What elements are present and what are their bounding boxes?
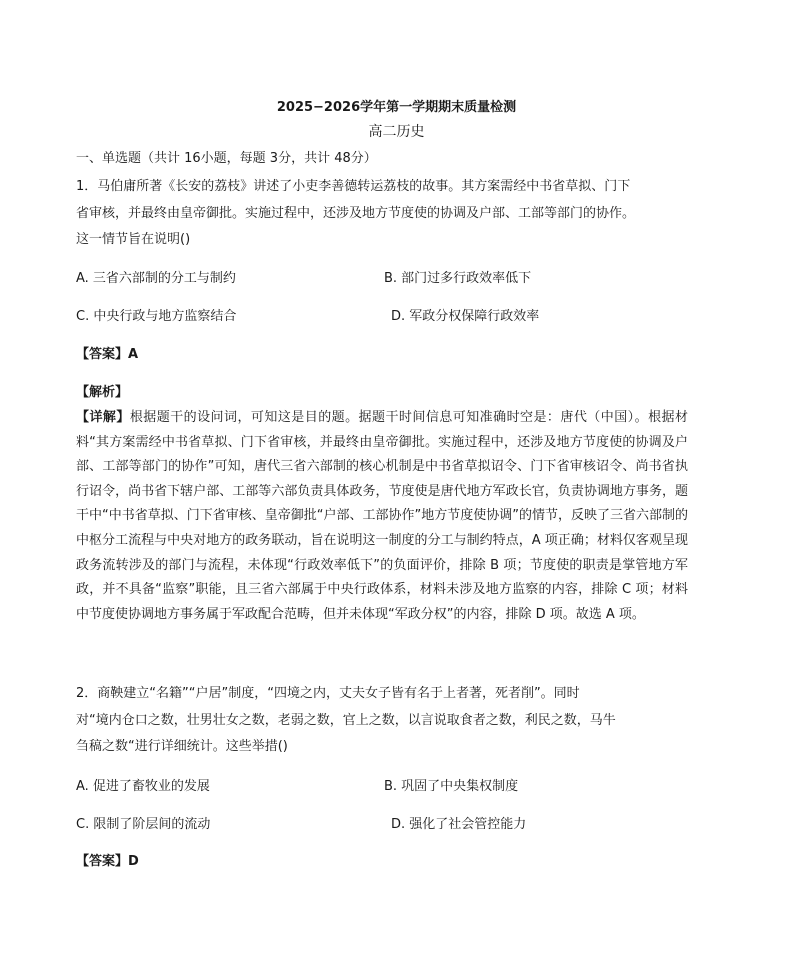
q2-option-a: A. 促进了畜牧业的发展 — [76, 779, 210, 794]
detail-label: 【详解】 — [76, 410, 130, 425]
q1-answer — [76, 346, 138, 364]
q2-option-d: D. 强化了社会管控能力 — [391, 817, 527, 832]
answer-value: D — [128, 854, 139, 869]
q2-stem-line-2: 对“境内仓口之数，壮男壮女之数，老弱之数，官上之数，以言说取食者之数，利民之数，马牛 — [76, 713, 616, 728]
q1-option-a: A. 三省六部制的分工与制约 — [76, 271, 236, 286]
q1-stem-line-3: 这一情节旨在说明() — [76, 232, 191, 247]
answer-label: 【答案】 — [76, 854, 129, 869]
q2-answer — [76, 853, 139, 871]
detail-text: 根据题干的设问词，可知这是目的题。据题干时间信息可知准确时空是：唐代（中国）。根据材料“其方案需经中书省草拟、门下省审核，并最终由皇帝御批。实施过程中，还涉及地方节度使的协调及户部、工部等部门的协作”可知，唐代三省六部制的核心机制是中书省草拟诏令、门下省审核诏令、尚书省执行诏令，尚书省下辖户部、工部等六部负责具体政务，节度使是唐代地方军政长官，负责协调地方事务，题干中“中书省草拟、门下省审核、皇帝御批“户部、工部协作”地方节度使协调”的情节，反映了三省六部制的中枢分工流程与中央对地方的政务联动，旨在说明这一制度的分工与制约特点，A 项正确；材料仅客观呈现政务流转涉及的部门与流程，未体现“行政效率低下”的负面评价，排除 B 项；节度使的职责是掌管地方军政，并不具备“监察”职能，且三省六部属于中央行政体系，材料未涉及地方监察的内容，排除 C 项；材料中节度使协调地方事务属于军政配合范畴，但并未体现“军政分权”的内容，排除 D 项。故选 A 项。 — [76, 410, 688, 622]
q1-analysis-label: 【解析】 — [76, 385, 129, 400]
q1-stem-line-2: 省审核，并最终由皇帝御批。实施过程中，还涉及地方节度使的协调及户部、工部等部门的协作。 — [76, 206, 636, 221]
q1-option-c: C. 中央行政与地方监察结合 — [76, 309, 237, 324]
q2-option-b: B. 巩固了中央集权制度 — [384, 779, 519, 794]
q1-stem-line-1: 1．马伯庸所著《长安的荔枝》讲述了小吏李善德转运荔枝的故事。其方案需经中书省草拟、门下 — [76, 179, 631, 194]
q2-stem-line-3: 刍稿之数“进行详细统计。这些举措() — [76, 739, 288, 754]
q1-option-d: D. 军政分权保障行政效率 — [391, 309, 540, 324]
q2-stem-line-1: 2．商鞅建立“名籍”“户居”制度，“四境之内，丈夫女子皆有名于上者著，死者削”。同时 — [76, 686, 580, 701]
exam-subject: 高二历史 — [368, 124, 425, 140]
exam-title: 2025−2026学年第一学期期末质量检测 — [276, 100, 517, 115]
q2-option-c: C. 限制了阶层间的流动 — [76, 817, 211, 832]
answer-value: A — [128, 347, 139, 362]
answer-label: 【答案】 — [76, 347, 129, 362]
q1-option-b: B. 部门过多行政效率低下 — [384, 271, 532, 286]
section-heading: 一、单选题（共计 16小题，每题 3分，共计 48分） — [76, 151, 377, 166]
q1-detail-paragraph — [76, 406, 688, 627]
